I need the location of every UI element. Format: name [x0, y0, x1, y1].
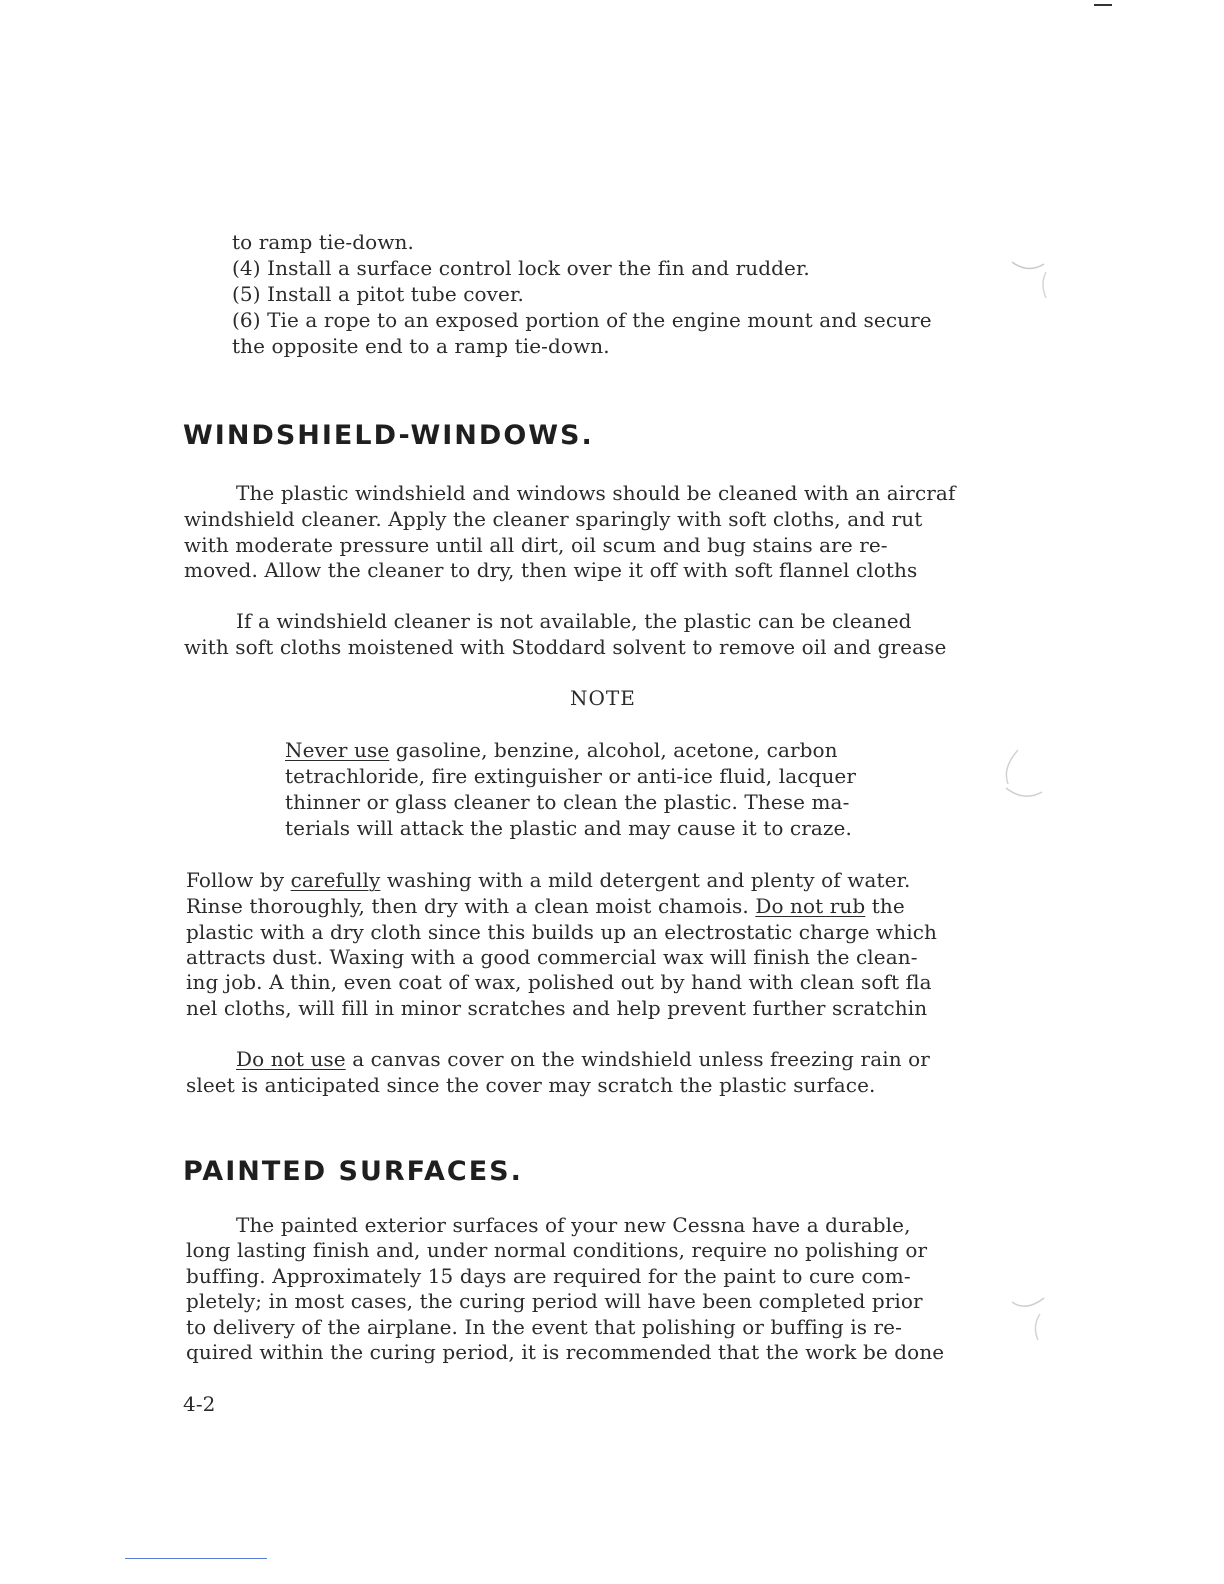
para3-l1-a: Follow by [186, 868, 291, 892]
note-line-1 [285, 738, 838, 762]
windshield-para3-line-3: plastic with a dry cloth since this builds up an electrostatic charge which [186, 920, 938, 944]
windshield-para1-line-3: with moderate pressure until all dirt, oil scum and bug stains are re- [184, 533, 888, 557]
windshield-para3-line-1 [186, 868, 910, 892]
painted-heading: PAINTED SURFACES. [183, 1156, 523, 1187]
note-line-1-rest: gasoline, benzine, alcohol, acetone, carbon [389, 738, 838, 762]
painted-line-1: The painted exterior surfaces of your new Cessna have a durable, [236, 1213, 911, 1237]
bottom-rule [125, 1558, 267, 1559]
intro-line-3: (5) Install a pitot tube cover. [232, 282, 524, 306]
para4-l1-b: a canvas cover on the windshield unless freezing rain or [345, 1047, 930, 1071]
intro-line-2: (4) Install a surface control lock over the fin and rudder. [232, 256, 810, 280]
windshield-para4-line-1 [236, 1047, 930, 1071]
windshield-para1-line-1: The plastic windshield and windows should be cleaned with an aircraf [236, 481, 956, 505]
painted-line-5: to delivery of the airplane. In the event that polishing or buffing is re- [186, 1315, 902, 1339]
windshield-para2-line-1: If a windshield cleaner is not available, the plastic can be cleaned [236, 609, 912, 633]
windshield-para2-line-2: with soft cloths moistened with Stoddard solvent to remove oil and grease [184, 635, 947, 659]
intro-line-5: the opposite end to a ramp tie-down. [232, 334, 610, 358]
windshield-para1-line-2: windshield cleaner. Apply the cleaner sparingly with soft cloths, and rut [184, 507, 923, 531]
windshield-para3-line-2 [186, 894, 905, 918]
note-line-4: terials will attack the plastic and may cause it to craze. [285, 816, 852, 840]
painted-line-3: buffing. Approximately 15 days are required for the paint to cure com- [186, 1264, 911, 1288]
windshield-heading: WINDSHIELD-WINDOWS. [183, 420, 594, 451]
note-title: NOTE [570, 686, 636, 710]
windshield-para3-line-6: nel cloths, will fill in minor scratches and help prevent further scratchin [186, 996, 928, 1020]
para3-l1-b: washing with a mild detergent and plenty of water. [380, 868, 911, 892]
carefully-emphasis: carefully [290, 868, 381, 892]
painted-line-4: pletely; in most cases, the curing period will have been completed prior [186, 1289, 923, 1313]
never-use-emphasis: Never use [285, 738, 390, 762]
margin-scan-mark [1010, 252, 1050, 302]
do-not-use-emphasis: Do not use [236, 1047, 346, 1071]
windshield-para4-line-2: sleet is anticipated since the cover may scratch the plastic surface. [186, 1073, 876, 1097]
windshield-para3-line-4: attracts dust. Waxing with a good commercial wax will finish the clean- [186, 945, 918, 969]
windshield-para1-line-4: moved. Allow the cleaner to dry, then wipe it off with soft flannel cloths [184, 558, 918, 582]
margin-scan-mark [998, 748, 1048, 808]
note-line-2: tetrachloride, fire extinguisher or anti-ice fluid, lacquer [285, 764, 857, 788]
intro-line-4: (6) Tie a rope to an exposed portion of the engine mount and secure [232, 308, 932, 332]
note-line-3: thinner or glass cleaner to clean the plastic. These ma- [285, 790, 850, 814]
corner-dash [1094, 4, 1112, 6]
margin-scan-mark [1010, 1284, 1050, 1344]
do-not-rub-emphasis: Do not rub [755, 894, 866, 918]
painted-line-2: long lasting finish and, under normal conditions, require no polishing or [186, 1238, 928, 1262]
painted-line-6: quired within the curing period, it is recommended that the work be done [186, 1340, 945, 1364]
windshield-para3-line-5: ing job. A thin, even coat of wax, polished out by hand with clean soft fla [186, 970, 932, 994]
page-number: 4-2 [183, 1392, 216, 1416]
intro-line-1: to ramp tie-down. [232, 230, 414, 254]
para3-l2-a: Rinse thoroughly, then dry with a clean moist chamois. [186, 894, 756, 918]
para3-l2-b: the [865, 894, 905, 918]
